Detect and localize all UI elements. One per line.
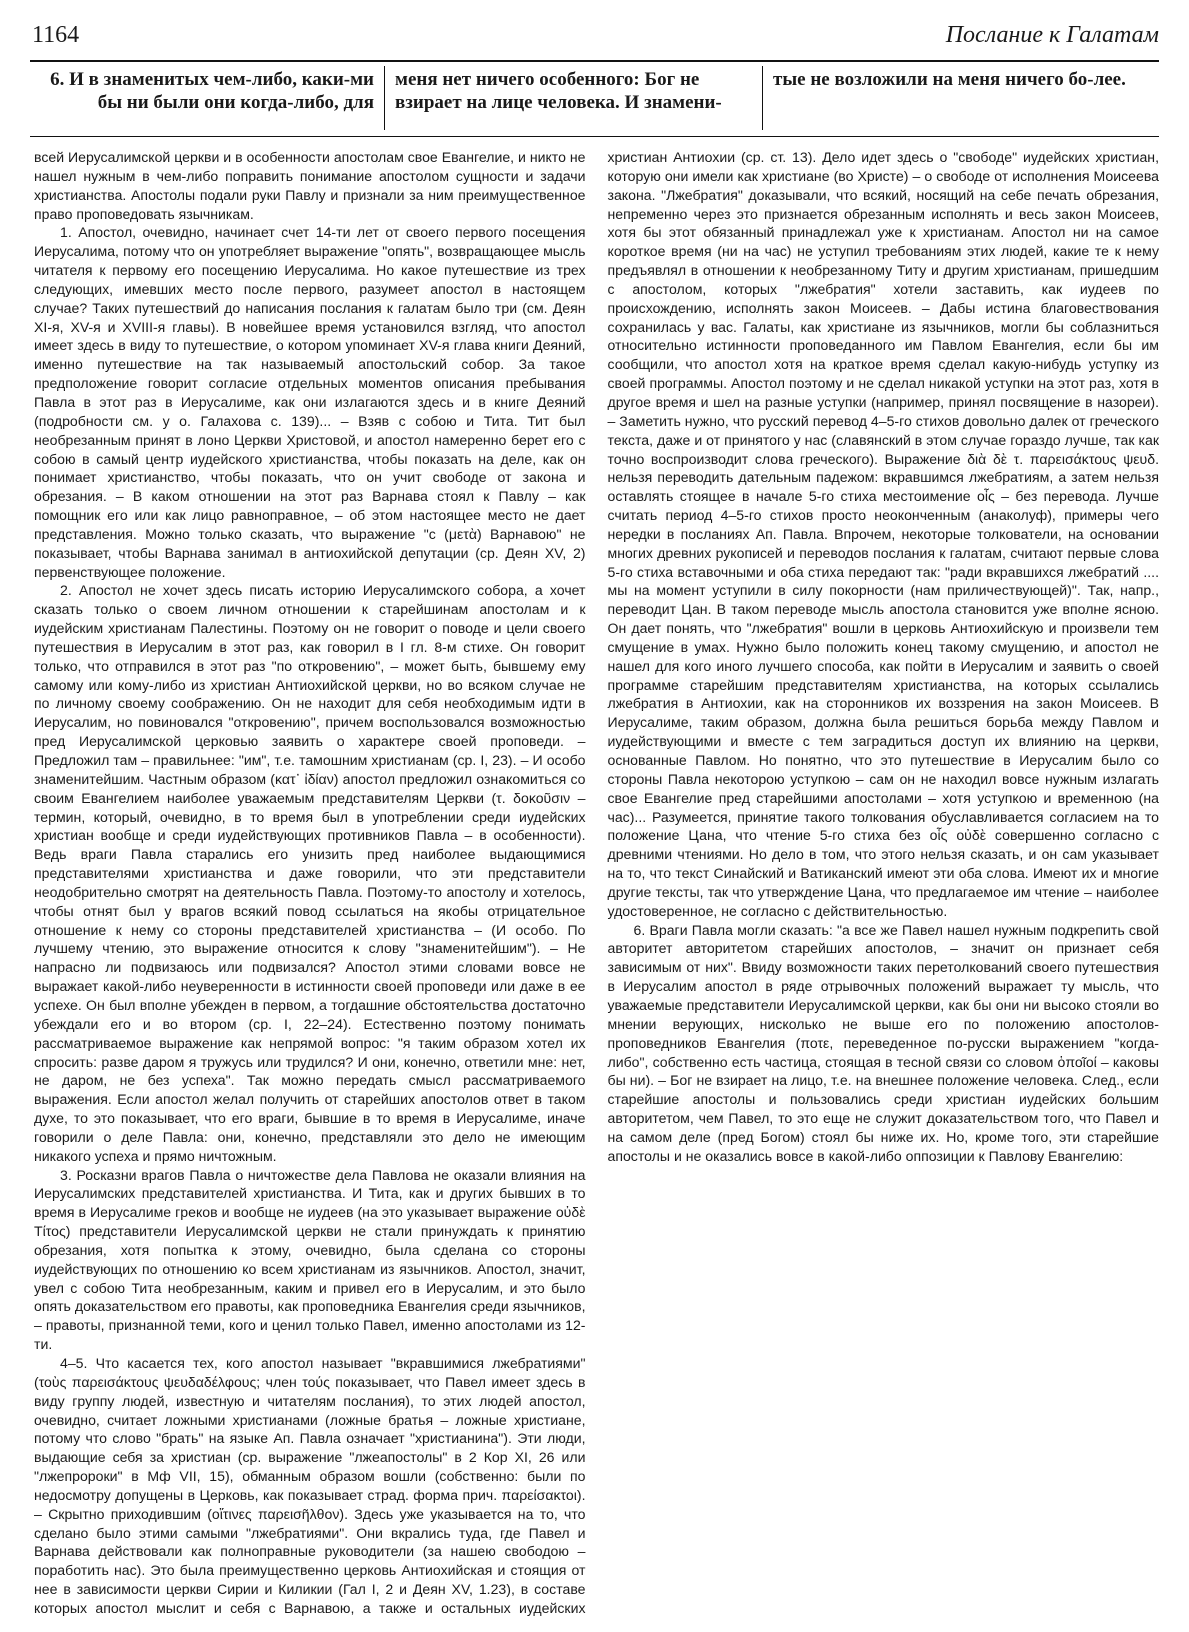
scripture-verse-block — [30, 66, 1159, 130]
scripture-column-1: 6. И в знаменитых чем-либо, каки-ми бы ни были они когда-либо, для — [50, 69, 374, 113]
commentary-paragraph: 1. Апостол, очевидно, начинает счет 14-ти лет от своего первого посещения Иерусалима, потому что он употребляет выражение "опять", возвращающее мысль читателя к первому его посещению Иерусалима. Но какое путешествие из трех следующих, имевших место после первого, разумеет апостол в настоящем случае? Таких путешествий до написания послания к галатам было три (см. Деян XI-я, XV-я и XVIII-я главы). В новейшее время установился взгляд, что апостол имеет здесь в виду то путешествие, о котором упоминает XV-я глава книги Деяний, именно путешествие на так называемый апостольский собор. За такое предположение говорит согласие отдельных моментов описания пребывания Павла в этот раз в Иерусалиме, как они излагаются здесь и в книге Деяний (подробности см. у о. Галахова с. 139)... – Взяв с собою и Тита. Тит был необрезанным принят в лоно Церкви Христовой, и апостол намеренно берет его с собою в самый центр иудейского христианства, чтобы показать на деле, как он понимает христианство, чтобы показать, что он учит свободе от закона и обрезания. – В каком отношении на этот раз Варнава стоял к Павлу – как помощник его или как лицо равноправное, – об этом настоящее место не дает представления. Можно только сказать, что выражение "с (μετὰ) Варнавою" не показывает, чтобы Варнава занимал в антиохийской депутации (ср. Деян XV, 2) первенствующее положение. — [34, 224, 586, 580]
book-title: Послание к Галатам — [945, 22, 1159, 48]
commentary-body — [34, 148, 1159, 1620]
commentary-paragraph: 6. Враги Павла могли сказать: "а все же Павел нашел нужным подкрепить свой авторитет авторитетом старейших апостолов, – значит он признает себя зависимым от них". Ввиду возможности таких перетолкований своего путешествия в Иерусалим апостол в ряде отрывочных положений выражает ту мысль, что уважаемые представители Иерусалимской церкви, как бы они ни высоко стояли во мнении верующих, нисколько не выше его по положению апостолов-проповедников Евангелия (ποτε, переведенное по-русски выражением "когда-либо", собственно есть частица, стоящая в тесной связи со словом ὁποῖοί – каковы бы ни). – Бог не взирает на лицо, т.е. на внешнее положение человека. След., если старейшие апостолы и пользовались среди христиан иудейских большим авторитетом, чем Павел, то это еще не служит доказательством того, что Павел и на самом деле (пред Богом) стоял бы ниже их. Но, кроме того, эти старейшие апостолы и не оказались вовсе в какой-либо оппозиции к Павлову Евангелию: — [607, 921, 1159, 1164]
commentary-paragraph: 2. Апостол не хочет здесь писать историю Иерусалимского собора, а хочет сказать только о своем личном отношении к старейшинам апостолам и к иудейским христианам Палестины. Поэтому он не говорит о поводе и цели своего путешествия в Иерусалим в этот раз, как говорил в I гл. 8-м стихе. Он говорит только, что отправился в этот раз "по откровению", – может быть, бывшему ему самому или кому-либо из христиан Антиохийской церкви, но во всяком случае не по личному своему соображению. Он не находит для себя необходимым идти в Иерусалим, но повиновался "откровению", причем воспользовался возможностью пред Иерусалимской церковью заявить о характере своей проповеди. – Предложил там – правильнее: "им", т.е. тамошним христианам (ср. I, 23). – И особо знаменитейшим. Частным образом (κατ᾿ ἰδίαν) апостол предложил ознакомиться со своим Евангелием наиболее уважаемым представителям Церкви (τ. δοκοῦσιν – термин, который, очевидно, в то время был в употреблении среди иудейских христиан вообще и среди иудействующих противников Павла – в особенности). Ведь враги Павла старались его унизить пред наиболее выдающимися представителями христианства и даже говорили, что эти представители неодобрительно смотрят на деятельность Павла. Поэтому-то апостолу и хотелось, чтобы отнят был у врагов всякий повод ссылаться на якобы отрицательное отношение к нему со стороны представителей христианства – (И особо. По лучшему чтению, это выражение относится к слову "знаменитейшим"). – Не напрасно ли подвизаюсь или подвизался? Апостол этими словами вовсе не выражает какой-либо неуверенности в истинности своей проповеди или даже в ее успехе. Он был вполне убежден в первом, а тогдашние обстоятельства достаточно убеждали его и во втором (ср. I, 22–24). Естественно поэтому понимать рассматриваемое выражение как непрямой вопрос: "я таким образом хотел их спросить: разве даром я тружусь или трудился? И они, конечно, ответили мне: нет, не даром, не без успеха". Так можно передать смысл рассматриваемого выражения. Если апостол желал получить от старейших апостолов ответ в таком духе, то это показывает, что его враги, бывшие в то время в Иерусалиме, иначе говорили о деле Павла: они, конечно, представляли это дело не имеющим никакого успеха и прямо ничтожным. — [34, 582, 586, 1164]
scripture-column-3: тые не возложили на меня ничего бо-лее. — [762, 66, 1159, 130]
scripture-divider-rule — [30, 136, 1159, 137]
commentary-paragraph: 3. Росказни врагов Павла о ничтожестве дела Павлова не оказали влияния на Иерусалимских представителей христианства. И Тита, как и других бывших в то время в Иерусалиме греков и вообще не иудеев (на это указывает выражение οὐδὲ Τίτος) представители Иерусалимской церкви не стали принуждать к принятию обрезания, хотя попытка к этому, очевидно, была сделана со стороны иудействующих по отношению ко всем христианам из язычников. Апостол, значит, увел с собою Тита необрезанным, каким и привел его в Иерусалим, и это было опять доказательством его правоты, как проповедника Евангелия среди язычников, – правоты, признанной теми, кого и ценил только Павел, именно апостолами из 12-ти. — [34, 1166, 586, 1353]
commentary-paragraph: всей Иерусалимской церкви и в особенности апостолам свое Евангелие, и никто не нашел нужным в чем-либо поправить понимание апостолом сущности и задачи христианства. Апостолы подали руки Павлу и признали за ним преимущественное право проповедовать язычникам. — [34, 149, 586, 222]
scripture-column-2: меня нет ничего особенного: Бог не взирает на лице человека. И знамени- — [384, 66, 762, 130]
running-header — [30, 16, 1159, 62]
commentary-paragraph: 4–5. Что касается тех, кого апостол называет "вкравшимися лжебратиями" (τοὺς παρεισάκτους ψευδαδέλφους; член τούς показывает, что Павел имеет здесь в виду группу людей, известную и читателям послания), то этих людей апостол, очевидно, считает ложными христианами (ложные братья – ложные христиане, потому что слово "брать" на языке Ап. Павла означает "христианина"). Эти люди, выдающие себя за христиан (ср. выражение "лжеапостолы" в 2 Кор XI, 26 или "лжепророки" в Мф VII, 15), обманным образом вошли (собственно: были по недосмотру допущены в Церковь, как показывает страд. форма прич. παρείσακτοι). – Скрытно приходившим (οἵτινες παρεισῆλθον). Здесь уже указывается на то, что сделано было этими самыми "лжебратиями". Они вкрались туда, где Павел и Варнава действовали как полноправные руководители (за нашею свободою – поработить нас). Это была преимущественно церковь Антиохийская и стоящия от нее в зависимости церкви Сирии и Киликии (Гал I, 2 и Деян XV, 1.23), в составе которых апостол мыслит и себя с Варнавою, а также и остальных иудейских христиан Антиохии (ср. ст. 13). Дело идет здесь о "свободе" иудейских христиан, которую они имели как христиане (во Христе) – о свободе от исполнения Моисеева закона. "Лжебратия" доказывали, что всякий, носящий на себе печать обрезания, непременно через это признается обрезанным исполнять и весь закон Моисеев, хотя бы этот обязанный принадлежал уже к христианам. Апостол ни на самое короткое время (ни на час) не уступил требованиям этих людей, какие те к нему предъявлял в отношении к необрезанному Титу и другим христианам, пришедшим с апостолом, которых "лжебратия" хотели заставить, как иудеев по происхождению, исполнять закон Моисеев. – Дабы истина благовествования сохранилась у вас. Галаты, как христиане из язычников, могли бы соблазниться относительно истинности проповеданного им Павлом Евангелия, если бы им сообщили, что апостол хотя на краткое время сделал какую-нибудь уступку из своей программы. Апостол поэтому и не сделал никакой уступки на этот раз, хотя в другое время и шел на разные уступки (например, принял посвящение в назореи). – Заметить нужно, что русский перевод 4–5-го стихов довольно далек от греческого текста, даже и от принятого у нас (славянский в этом случае гораздо лучше, так как точно воспроизводит слова греческого). Выражение διὰ δὲ τ. παρεισάκτους ψευδ. нельзя переводить дательным падежом: вкравшимся лжебратиям, а затем нельзя оставлять стоящее в начале 5-го стиха местоимение οἷς – без перевода. Лучше считать период 4–5-го стихов просто неоконченным (анаколуф), примеры чего нередки в посланиях Ап. Павла. Впрочем, некоторые толкователи, на основании многих древних рукописей и переводов послания к галатам, считают первые слова 5-го стиха вставочными и оба стиха передают так: "ради вкравшихся лжебратий .... мы на момент уступили в силу покорности (нам приличествующей)". Так, напр., переводит Цан. В таком переводе мысль апостола становится уже вполне ясною. Он дает понять, что "лжебратия" вошли в церковь Антиохийскую и произвели тем смущение в умах. Нужно было положить конец такому смущению, и апостол не нашел для кого иного лучшего способа, как пойти в Иерусалим и заявить о своей программе старейшим представителям христианства, на которых ссылались лжебратия в Антиохии, как на сторонников их воззрения на закон Моисеев. В Иерусалиме, таким образом, должна была решиться борьба между Павлом и иудействующими и вместе с тем заградиться доступ их влиянию на церкви, основанные Павлом. Но понятно, что это путешествие в Иерусалим было со стороны Павла некоторою уступкою – сам он не находил вовсе нужным излагать свое Евангелие пред старейшими апостолами – хотя уступкою и временною (на час)... Разумеется, принятие такого толкования обуславливается согласием на то положение Цана, что чтение 5-го стиха без οἷς οὐδὲ совершенно согласно с древними чтениями. Но дело в том, что этого нельзя сказать, и он сам указывает на то, что текст Синайский и Ватиканский имеют эти оба слова. Имеют их и многие другие тексты, так что утверждение Цана, что предлагаемое им чтение – наиболее удостоверенное, не согласно с действительностью. — [34, 149, 1159, 1616]
page-number: 1164 — [32, 22, 80, 48]
